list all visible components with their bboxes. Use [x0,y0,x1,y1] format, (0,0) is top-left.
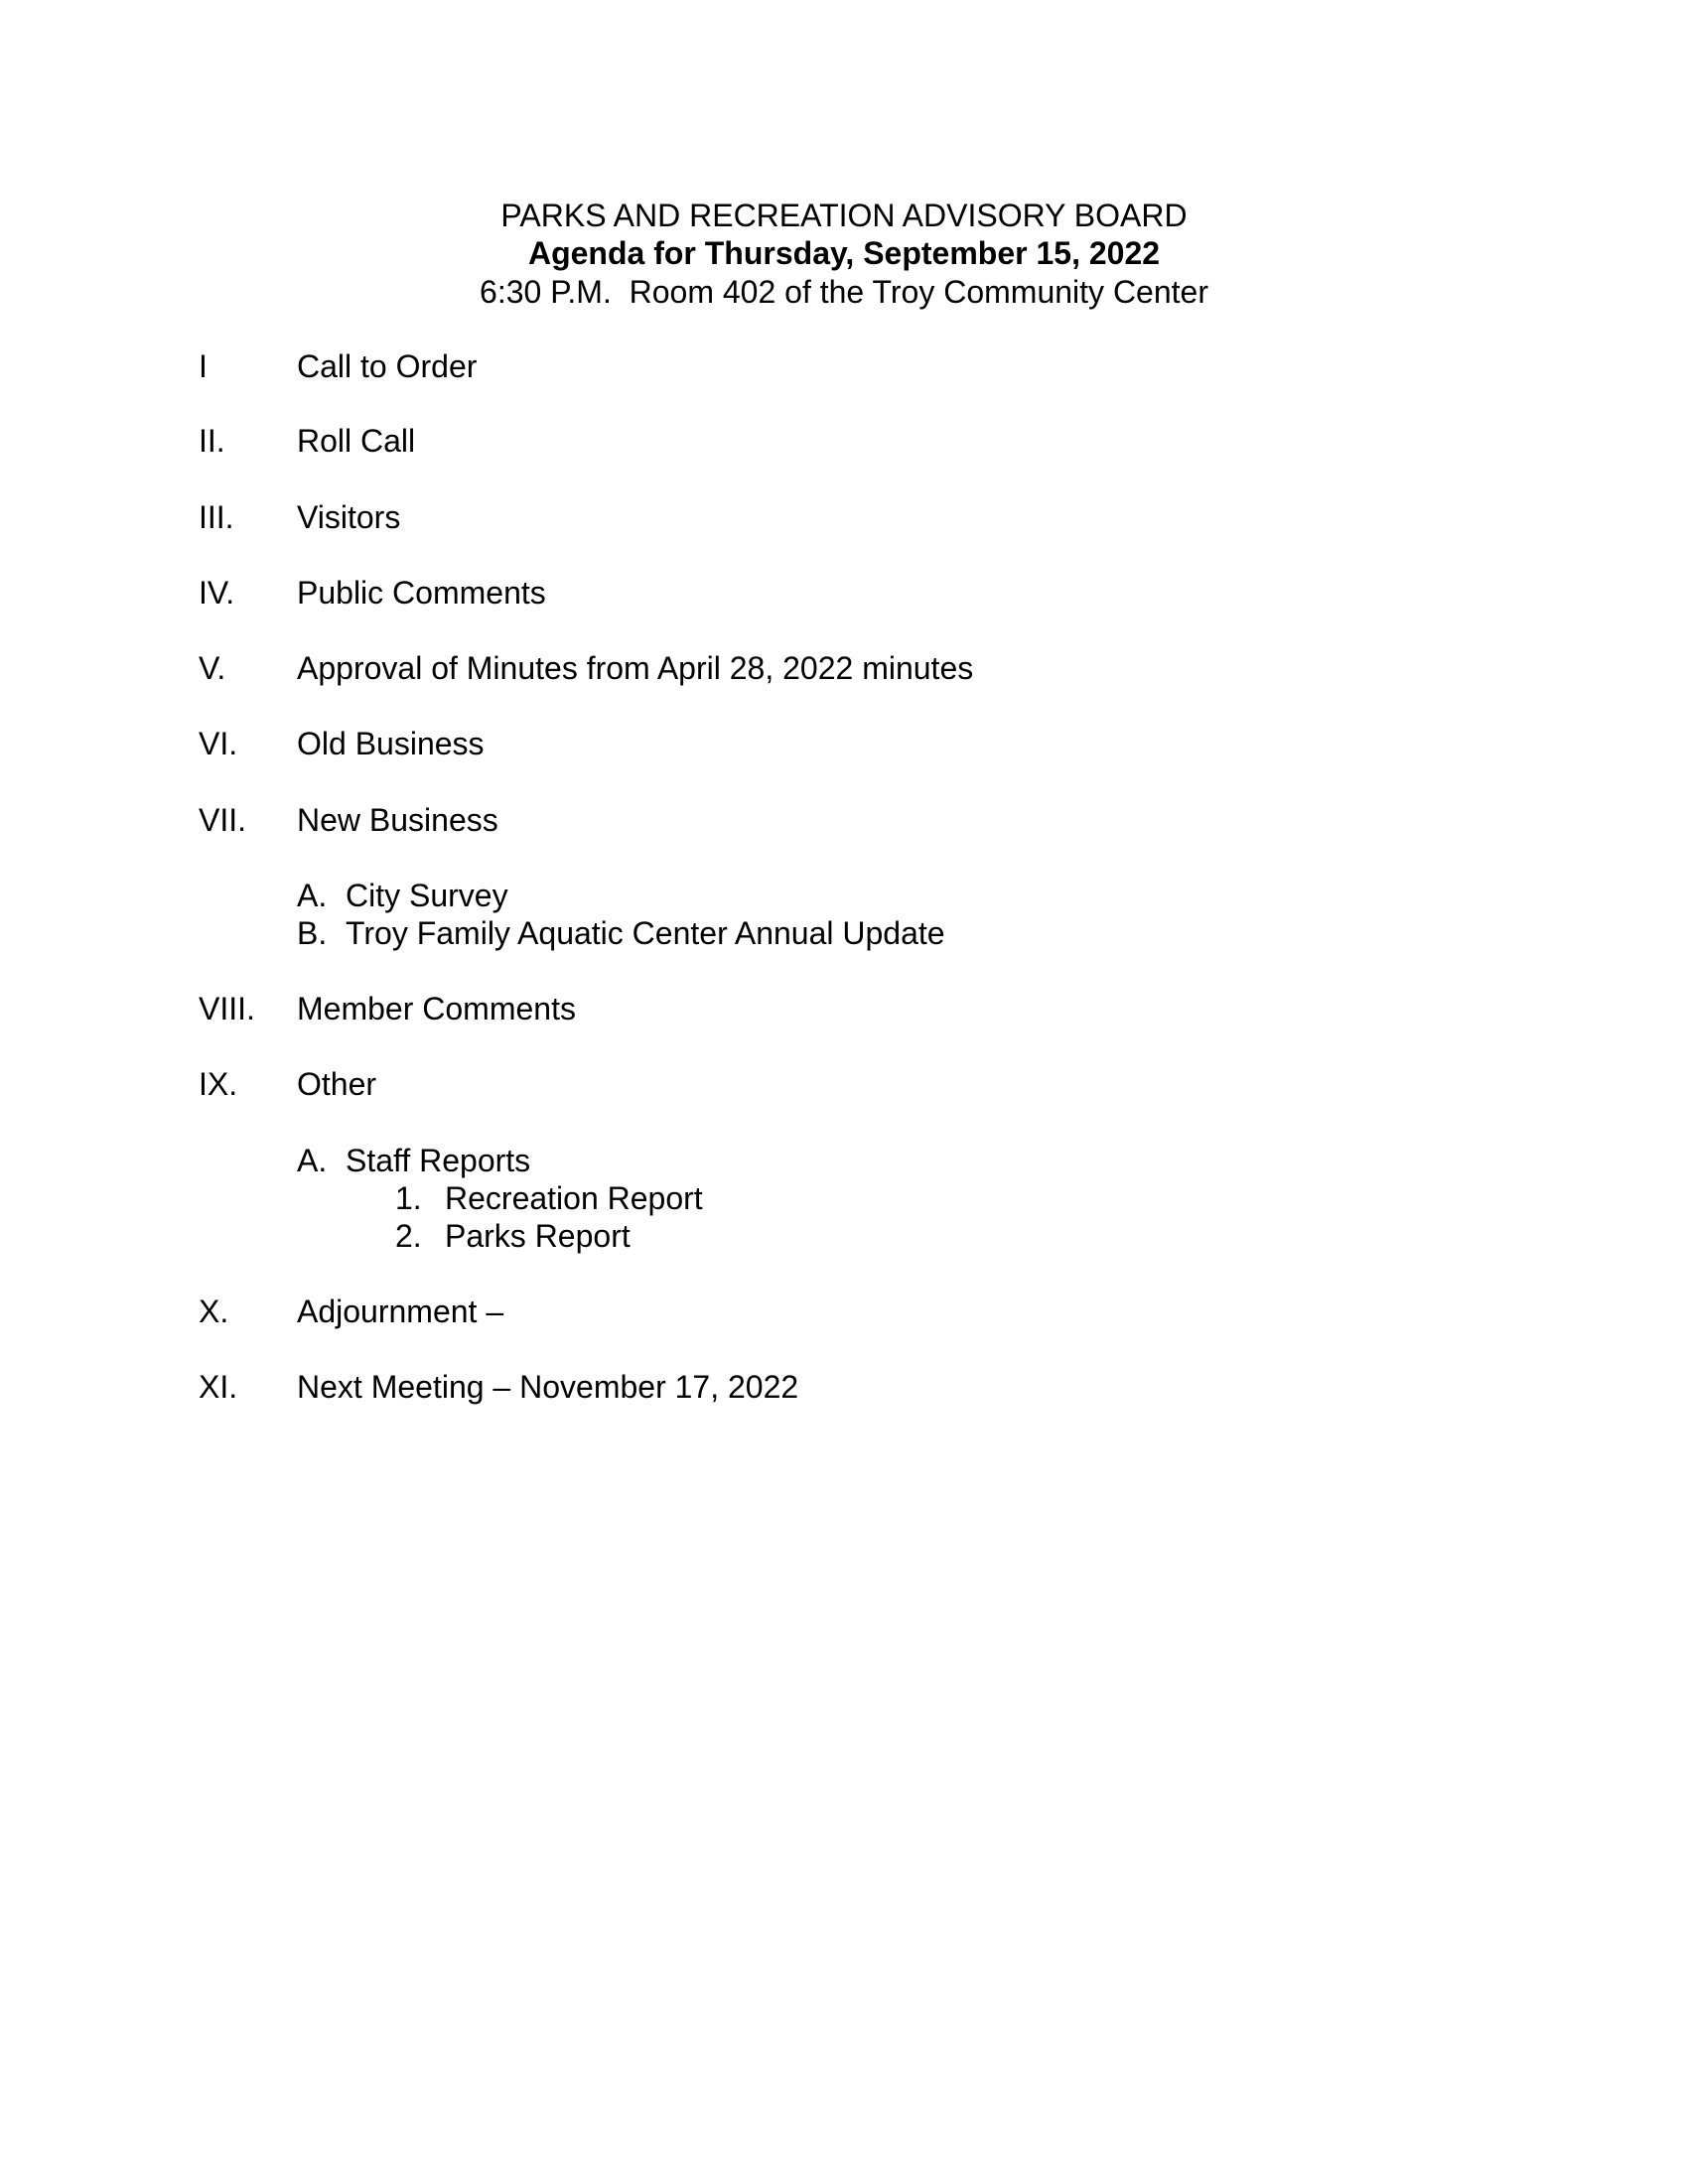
report-number: 2. [395,1218,422,1254]
agenda-item-member-comments: Member Comments [297,991,576,1026]
meeting-time-location: 6:30 P.M. Room 402 of the Troy Community Center [480,274,1208,310]
agenda-date-title: Agenda for Thursday, September 15, 2022 [527,235,1161,271]
report-number: 1. [395,1180,422,1216]
agenda-item-number: V. [199,650,226,686]
agenda-item-call-to-order: Call to Order [297,348,478,384]
agenda-item-other: Other [297,1066,377,1102]
agenda-item-number: IV. [199,575,235,611]
subitem-staff-reports: Staff Reports [346,1143,531,1178]
agenda-item-roll-call: Roll Call [297,423,416,459]
board-title: PARKS AND RECREATION ADVISORY BOARD [500,198,1188,233]
agenda-item-number: IX. [199,1066,238,1102]
subitem-letter: B. [297,915,328,951]
agenda-item-visitors: Visitors [297,499,401,535]
report-parks: Parks Report [445,1218,631,1254]
subitem-city-survey: City Survey [346,878,508,913]
agenda-item-number: II. [199,423,225,459]
agenda-item-public-comments: Public Comments [297,575,546,611]
agenda-item-next-meeting: Next Meeting – November 17, 2022 [297,1369,799,1405]
agenda-item-number: VIII. [199,991,255,1026]
agenda-item-number: VII. [199,802,247,838]
subitem-letter: A. [297,878,328,913]
agenda-item-old-business: Old Business [297,726,485,761]
agenda-item-number: III. [199,499,234,535]
subitem-aquatic-center-update: Troy Family Aquatic Center Annual Update [346,915,945,951]
agenda-item-adjournment: Adjournment – [297,1294,504,1329]
subitem-letter: A. [297,1143,328,1178]
report-recreation: Recreation Report [445,1180,703,1216]
agenda-item-number: I [199,348,208,384]
agenda-item-number: XI. [199,1369,238,1405]
agenda-item-number: VI. [199,726,238,761]
agenda-item-new-business: New Business [297,802,498,838]
agenda-item-approval-of-minutes: Approval of Minutes from April 28, 2022 minutes [297,650,974,686]
agenda-item-number: X. [199,1294,229,1329]
